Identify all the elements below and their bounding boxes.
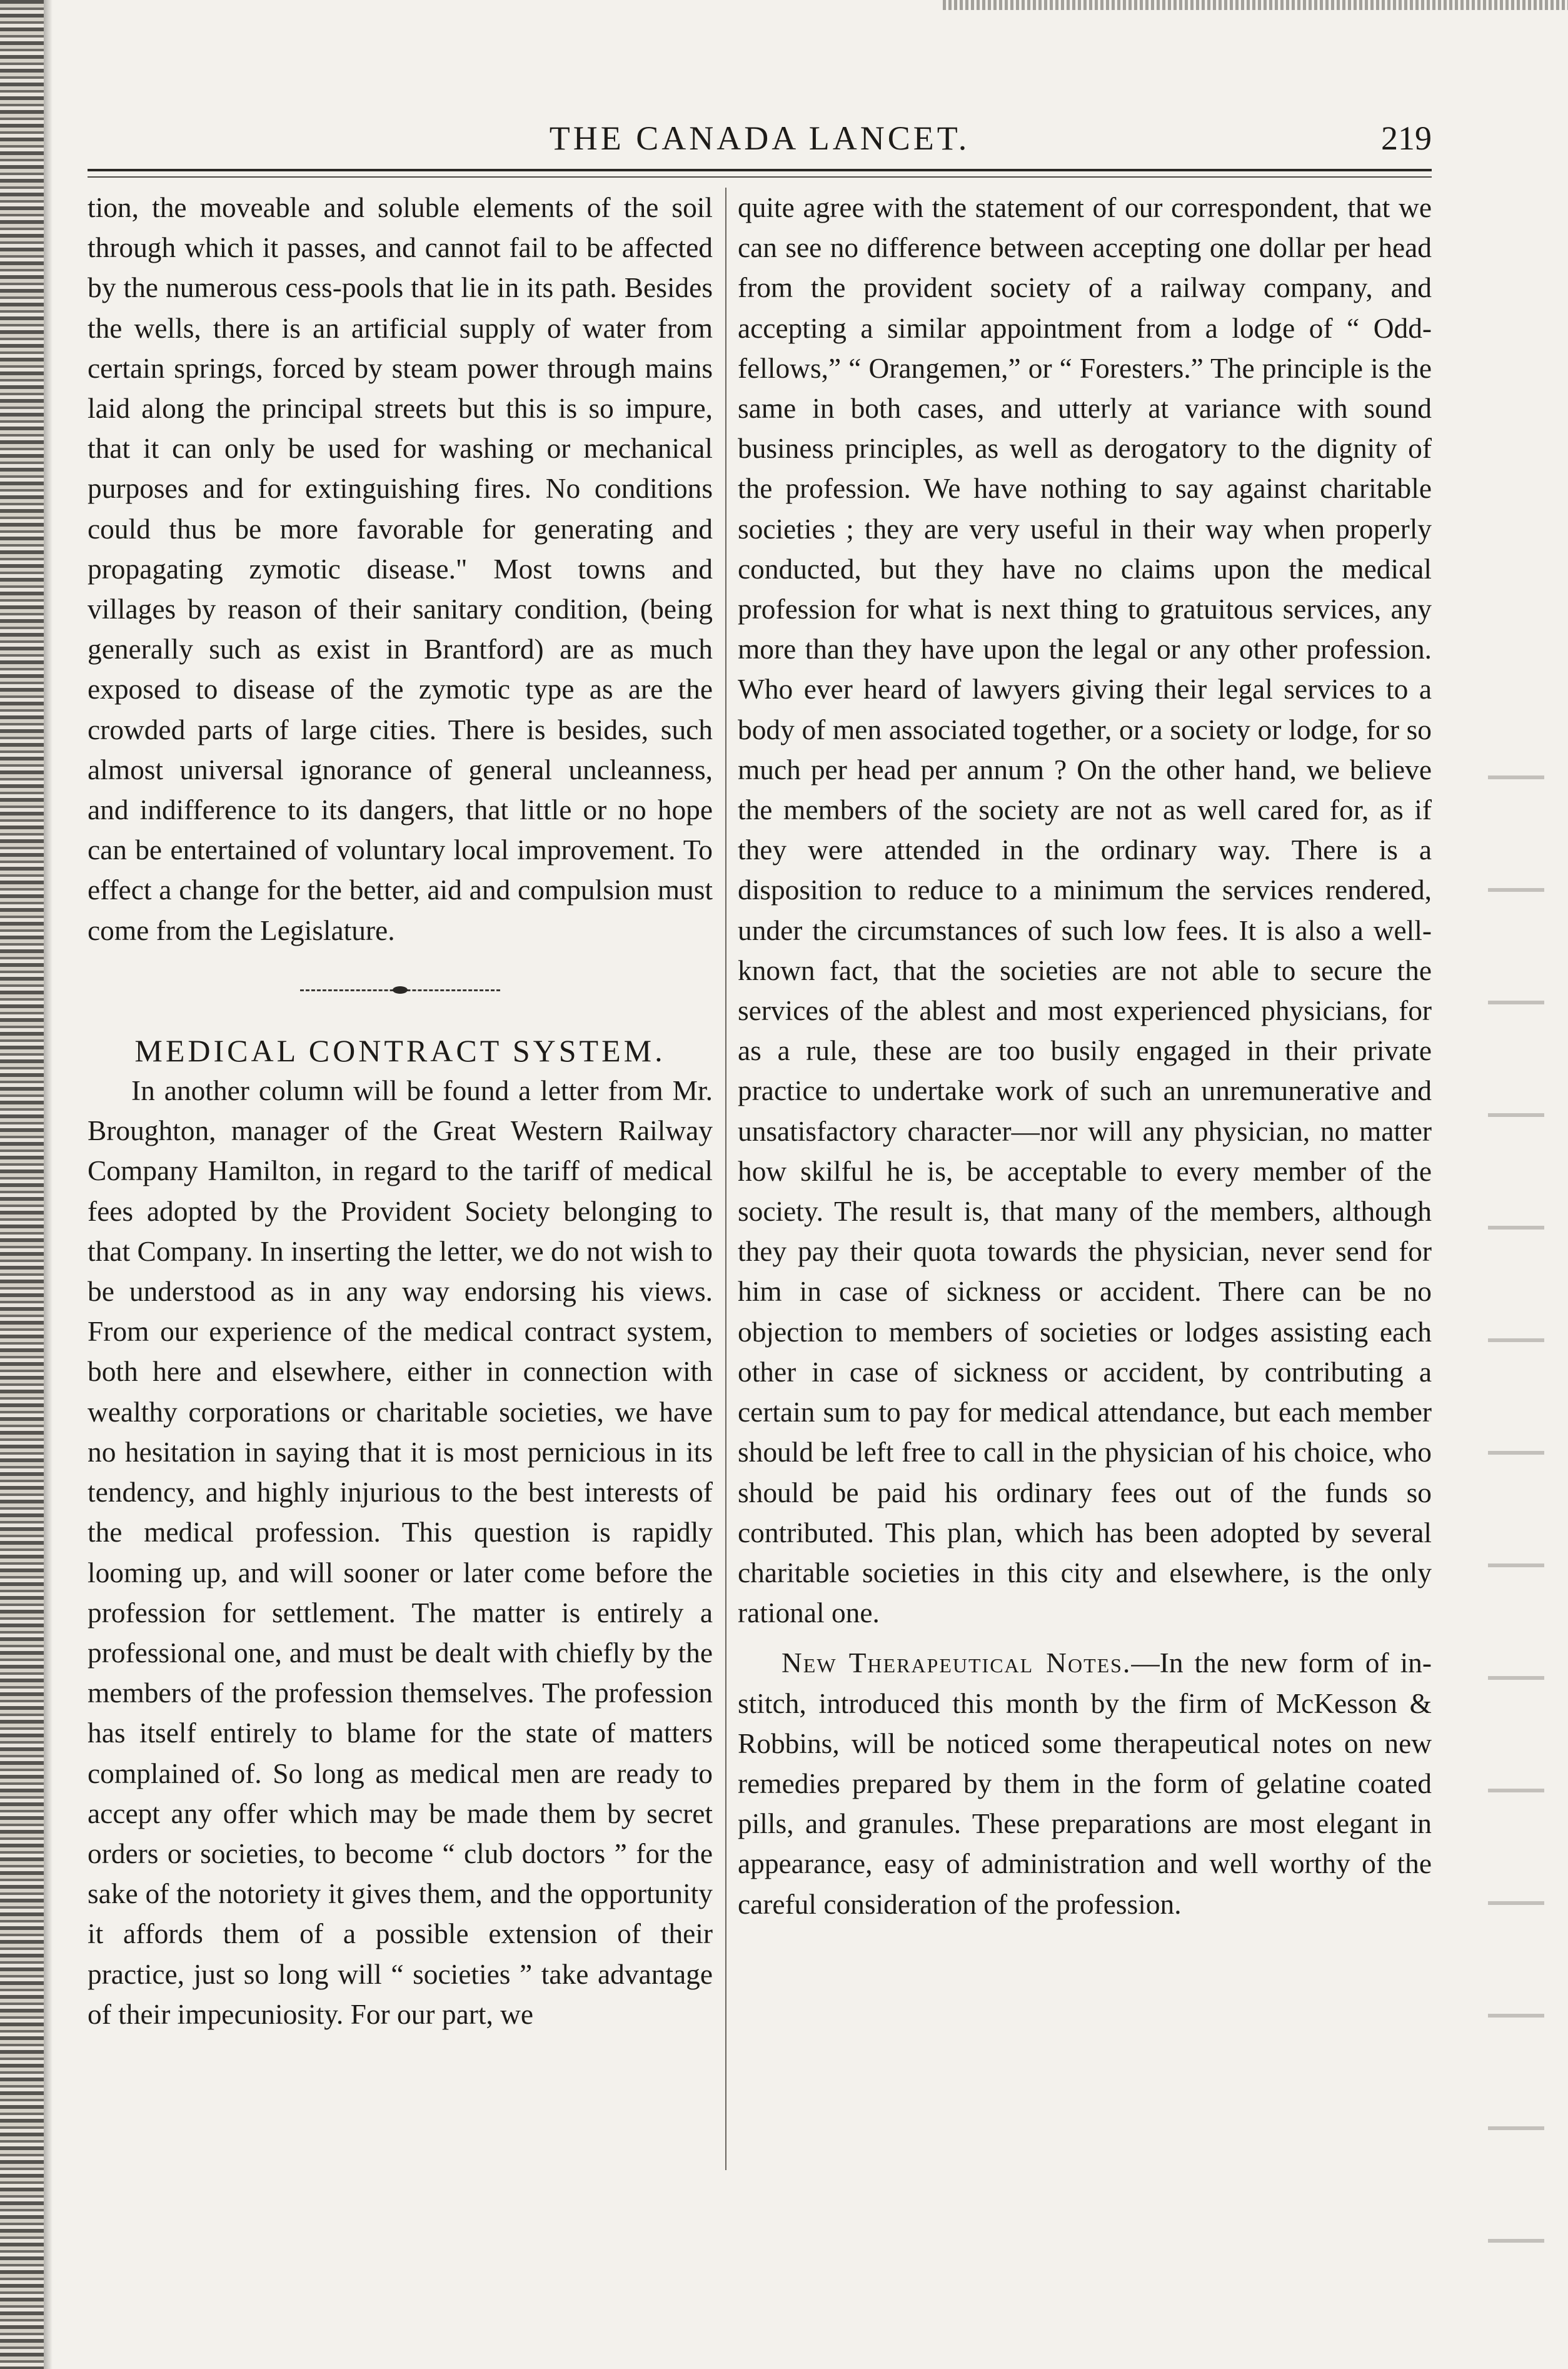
note-body: —In the new form of in-stitch, introduced this month by the firm of McKesson & Robbins, will be noticed some therapeutical notes on new remedies prepared by them in the form of gelatine coated pills, and granules. These preparations are most elegant in appearance, easy of administration and well worthy of the careful consideration of the profession. <box>738 1647 1432 1920</box>
journal-title: THE CANADA LANCET. <box>549 119 970 157</box>
section-separator <box>88 951 713 1031</box>
header-rule <box>88 169 1432 171</box>
running-header <box>88 119 1432 163</box>
column-divider <box>725 188 726 2170</box>
header-rule-thin <box>88 176 1432 178</box>
section-heading: MEDICAL CONTRACT SYSTEM. <box>134 1033 666 1068</box>
note-paragraph <box>738 1643 1432 1924</box>
note-heading: New Therapeutical Notes. <box>781 1647 1132 1679</box>
body-paragraph: quite agree with the statement of our correspondent, that we can see no difference between accepting one dollar per head from the provident society of a railway company, and accepting a similar appointment from a lodge of “ Odd-fellows,” “ Orangemen,” or “ Foresters.” The principle is the same in both cases, and utterly at variance with sound business principles, as well as derogatory to the dignity of the profession. We have nothing to say against charitable societies ; they are very useful in their way when properly conducted, but they have no claims upon the medical profession for what is next thing to gratuitous services, any more than they have upon the legal or any other profession. Who ever heard of lawyers giving their legal services to a body of men associated together, or a society or lodge, for so much per head per annum ? On the other hand, we believe the members of the society are not as well cared for, as if they were attended in the ordinary way. There is a disposition to reduce to a minimum the services rendered, under the circumstances of such low fees. It is also a well-known fact, that the societies are not able to secure the services of the ablest and most experienced physicians, for as a rule, these are too busily engaged in their private practice to undertake work of such an unremunerative and unsatisfactory character—nor will any physician, no matter how skilful he is, be acceptable to every member of the society. The result is, that many of the members, although they pay their quota towards the physician, never send for him in case of sickness or accident. There can be no objection to members of societies or lodges assisting each other in case of sickness or accident, by contributing a certain sum to pay for medical attendance, but each member should be left free to call in the physician of his choice, who should be paid his ordinary fees out of the funds so contributed. This plan, which has been adopted by several charitable societies in this city and elsewhere, is the only rational one. <box>738 192 1432 1629</box>
margin-scan-marks <box>1488 719 1544 2283</box>
scan-artifact <box>943 0 1568 10</box>
body-paragraph: tion, the moveable and soluble elements of the soil through which it passes, and cannot fail to be affected by the numerous cess-pools that lie in its path. Besides the wells, there is an artificial supply of water from certain springs, forced by steam power through mains laid along the principal streets but this is so impure, that it can only be used for washing or mechanical purposes and for extinguishing fires. No conditions could thus be more favorable for generating and propagating zymotic disease." Most towns and villages by reason of their sanitary condition, (being generally such as exist in Brantford) are as much exposed to disease of the zymotic type as are the crowded parts of large cities. There is besides, such almost universal ignorance of general uncleanness, and indifference to its dangers, that little or no hope can be entertained of voluntary local improvement. To effect a change for the better, aid and compulsion must come from the Legislature. <box>88 192 713 946</box>
binding-shadow <box>44 0 53 2369</box>
right-column <box>738 188 1432 1924</box>
body-paragraph: In another column will be found a letter from Mr. Broughton, manager of the Great Western Railway Company Hamilton, in regard to the tariff of medical fees adopted by the Provident Society belonging to that Company. In inserting the letter, we do not wish to be understood as in any way endorsing his views. From our experience of the medical contract system, both here and elsewhere, either in connection with wealthy corporations or charitable societies, we have no hesitation in saying that it is most pernicious in its tendency, and highly injurious to the best interests of the medical profession. This question is rapidly looming up, and will sooner or later come before the profession for settlement. The matter is entirely a professional one, and must be dealt with chiefly by the members of the profession themselves. The profession has itself entirely to blame for the state of matters complained of. So long as medical men are ready to accept any offer which may be made them by secret orders or societies, to become “ club doctors ” for the sake of the notoriety it gives them, and the opportunity it affords them of a possible extension of their practice, just so long will “ societies ” take advantage of their impecuniosity. For our part, we <box>88 1075 713 2030</box>
page-number: 219 <box>1381 119 1432 157</box>
book-binding-edge <box>0 0 44 2369</box>
left-column <box>88 188 713 2034</box>
